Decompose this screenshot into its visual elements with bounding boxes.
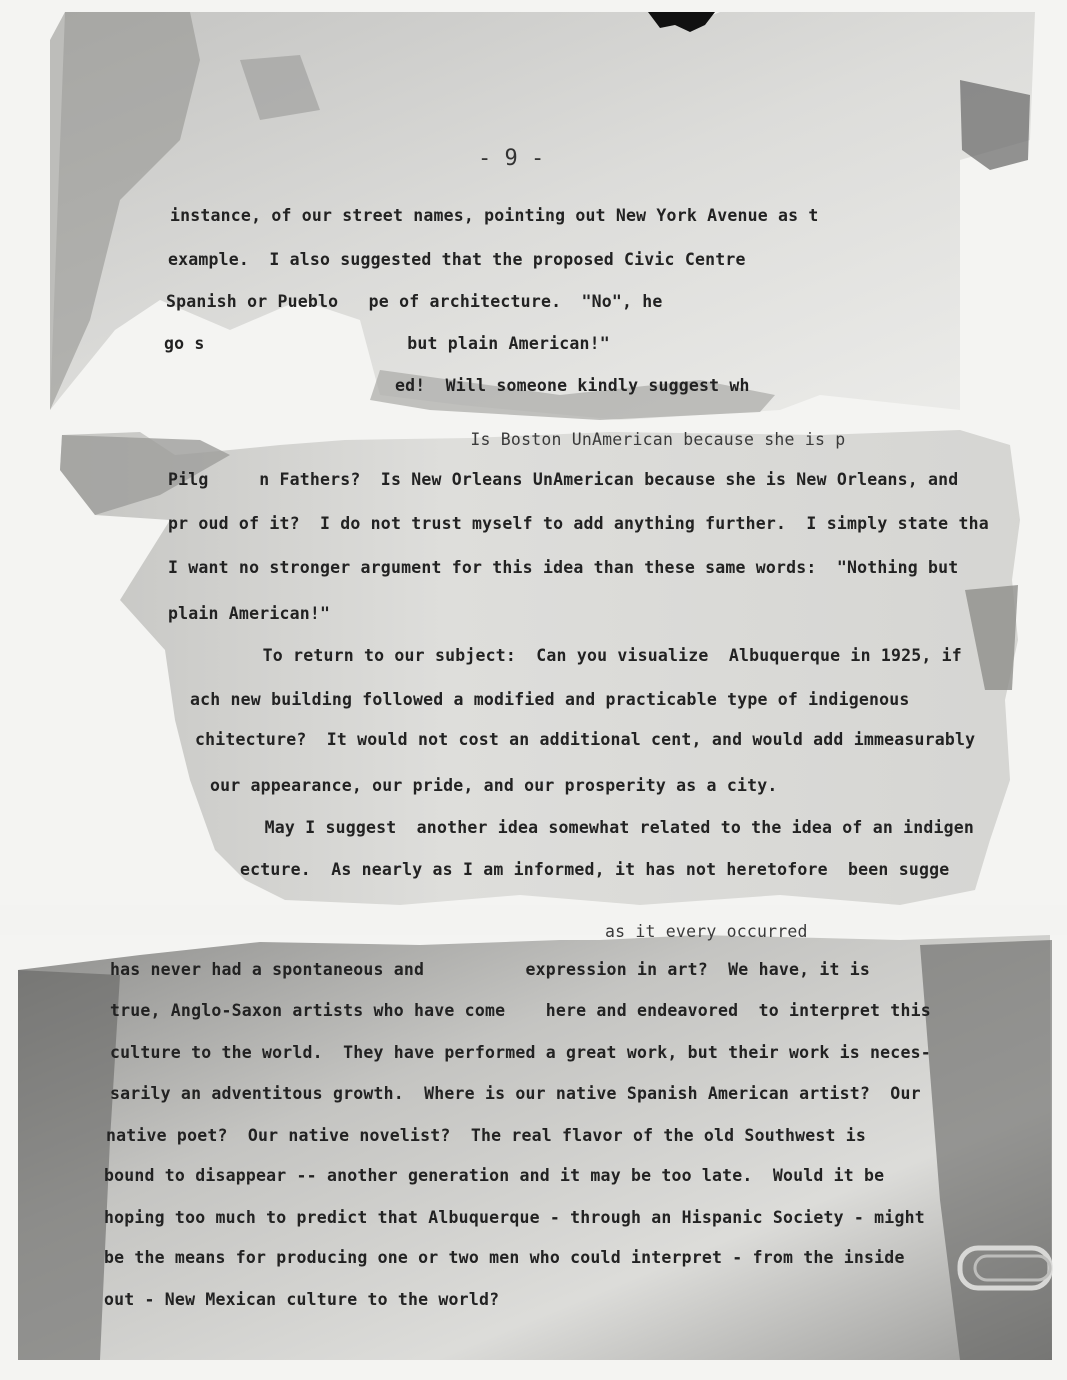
- body-line-4: go s but plain American!": [164, 334, 610, 353]
- body-line-20: culture to the world. They have performed a great work, but their work is neces-: [110, 1043, 931, 1062]
- body-line-3: Spanish or Pueblo pe of architecture. "No", he: [166, 292, 663, 311]
- body-line-13: chitecture? It would not cost an additional cent, and would add immeasurably: [195, 730, 976, 749]
- body-line-25: be the means for producing one or two men who could interpret - from the inside: [104, 1248, 905, 1267]
- body-line-1: instance, of our street names, pointing out New York Avenue as t: [170, 206, 819, 225]
- page-number: - 9 -: [478, 146, 545, 171]
- body-line-26: out - New Mexican culture to the world?: [104, 1290, 500, 1309]
- body-line-17: as it every occurred: [605, 922, 808, 941]
- body-line-18: has never had a spontaneous and expression in art? We have, it is: [110, 960, 871, 979]
- body-line-14: our appearance, our pride, and our prosperity as a city.: [210, 776, 778, 795]
- body-line-22: native poet? Our native novelist? The real flavor of the old Southwest is: [106, 1126, 867, 1145]
- body-line-15: May I suggest another idea somewhat related to the idea of an indigen: [214, 818, 975, 837]
- body-line-11: To return to our subject: Can you visualize Albuquerque in 1925, if: [212, 646, 962, 665]
- body-line-7: Pilg n Fathers? Is New Orleans UnAmerican because she is New Orleans, and: [168, 470, 959, 489]
- body-line-23: bound to disappear -- another generation and it may be too late. Would it be: [104, 1166, 885, 1185]
- body-line-24: hoping too much to predict that Albuquerque - through an Hispanic Society - might: [104, 1208, 925, 1227]
- body-line-8: pr oud of it? I do not trust myself to add anything further. I simply state tha: [168, 514, 989, 533]
- body-line-12: ach new building followed a modified and practicable type of indigenous: [190, 690, 910, 709]
- body-line-10: plain American!": [168, 604, 331, 623]
- body-line-19: true, Anglo-Saxon artists who have come here and endeavored to interpret this: [110, 1001, 931, 1020]
- body-line-2: example. I also suggested that the proposed Civic Centre: [168, 250, 746, 269]
- body-line-9: I want no stronger argument for this idea than these same words: "Nothing but: [168, 558, 959, 577]
- body-line-5: ed! Will someone kindly suggest wh: [395, 376, 750, 395]
- body-line-6: Is Boston UnAmerican because she is p: [440, 430, 846, 449]
- body-line-21: sarily an adventitous growth. Where is our native Spanish American artist? Our: [110, 1084, 921, 1103]
- body-line-16: ecture. As nearly as I am informed, it has not heretofore been sugge: [240, 860, 950, 879]
